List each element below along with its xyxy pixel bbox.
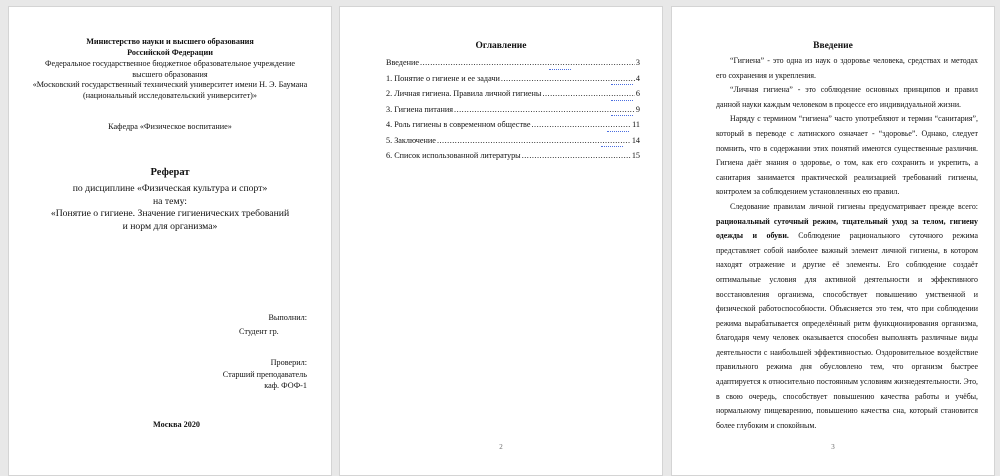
topic-line: «Понятие о гигиене. Значение гигиенических требований [50,208,290,220]
toc-page-number: 14 [631,135,640,145]
paragraph: “Личная гигиена” - это соблюдение основных принципов и правил данной науки каждым человеком в процессе его индивидуальной жизни. [716,85,978,109]
toc-leader [531,117,631,133]
toc-leader [501,71,635,87]
toc-item[interactable] [386,102,640,118]
intro-page[interactable] [671,6,995,476]
toc-leader [454,102,635,118]
student: Студент гр. [239,327,279,336]
page-number: 3 [831,443,835,451]
teacher-line: каф. ФОФ-1 [264,380,307,390]
teacher-line: Старший преподаватель [222,370,307,379]
toc-title: Оглавление [475,41,527,51]
city-year: Москва 2020 [153,420,201,429]
paragraph: “Гигиена” - это одна из наук о здоровье человека, средствах и методах его сохранения и укрепления. [716,56,978,80]
toc-page-number: 4 [635,73,640,83]
paragraph-text: Следование правилам личной гигиены предусматривает прежде всего: [730,201,978,211]
topic-line: и норм для организма» [122,220,218,232]
department: Кафедра «Физическое воспитание» [108,122,232,131]
ministry-heading [9,37,331,58]
institution-line: Федеральное государственное бюджетное образовательное учреждение [45,59,295,68]
toc-page[interactable] [339,6,663,476]
toc-item[interactable] [386,55,640,71]
toc-label: 4. Роль гигиены в современном обществе [386,120,531,129]
checked-label: Проверил: [270,358,307,367]
toc-page-number: 3 [635,58,640,67]
institution-line: «Московский государственный технический университет имени Н. Э. Баумана [32,80,308,89]
toc-page-number: 6 [635,89,640,98]
toc-item[interactable] [386,86,640,102]
intro-body[interactable] [716,54,978,433]
toc-label: 5. Заключение [386,135,436,145]
discipline: по дисциплине «Физическая культура и спорт» [72,183,268,194]
toc-leader [420,55,635,71]
paragraph-text: Соблюдение рационального суточного режима представляет собой наиболее важный элемент личной гигиены, в котором находят отражение и другие её элементы. Его соблюдение создаёт оптимальные условия для активной деятельности и эффективного восстановления организма, способствует повышению умственной и физической работоспособности. Объясняется это тем, что при соблюдении режима вырабатывается определённый ритм функционирования организма, благодаря чему человек оказывается способен выполнять различные виды деятельности с наибольшей эффективностью. Оздоровительное воздействие правильного режима дня обусловлено тем, что организм быстрее адаптируется к относительно постоянным условиям жизнедеятельности. Это, в свою очередь, способствует повышению качества работы и учёбы, нормальному пищеварению, повышению качества сна, который становится более глубоким и спокойным. [716,231,978,430]
toc-item[interactable] [386,117,640,133]
discipline-block [9,183,331,233]
doc-type: Реферат [150,167,190,178]
toc-label: 1. Понятие о гигиене и ее задачи [386,73,500,83]
ministry-line: Российской Федерации [127,47,213,57]
toc-item[interactable] [386,148,640,164]
toc-leader [542,86,634,102]
institution-name [9,59,331,101]
toc-label: Введение [386,58,420,67]
toc-label: 2. Личная гигиена. Правила личной гигиены [386,89,542,98]
toc-label: 3. Гигиена питания [386,104,454,114]
institution-line: (национальный исследовательский университет)» [83,90,257,100]
ministry-line: Министерство науки и высшего образования [86,37,254,46]
toc-leader [437,133,631,149]
performed-label: Выполнил: [268,313,307,322]
title-page[interactable] [8,6,332,476]
paragraph: Наряду с термином “гигиена” часто употребляют и термин “санитария”, который в переводе с латинского означает - “здоровье”. Однако, следует помнить, что в содержании этих понятий имеются существенные различия. Гигиена даёт знания о здоровье, о том, как его сохранить и укрепить, а санитария занимается практической реализацией требований гигиены, контролем за соблюдением установленных ею правил. [716,114,978,197]
institution-line: высшего образования [132,69,208,79]
toc-page-number: 11 [632,120,640,129]
paragraph [716,200,978,434]
toc-list [386,55,640,164]
toc-page-number: 9 [635,104,640,114]
teacher [223,370,307,391]
toc-leader [522,148,631,164]
toc-item[interactable] [386,133,640,149]
page-number: 2 [499,443,503,451]
topic-label: на тему: [153,195,187,207]
toc-page-number: 15 [631,151,640,160]
paragraph-bold-text: рациональный суточный режим, тщательный уход за телом, гигиену одежды и обуви. [716,216,978,241]
toc-label: 6. Список использованной литературы [386,151,521,160]
intro-title: Введение [813,41,853,51]
toc-item[interactable] [386,71,640,87]
